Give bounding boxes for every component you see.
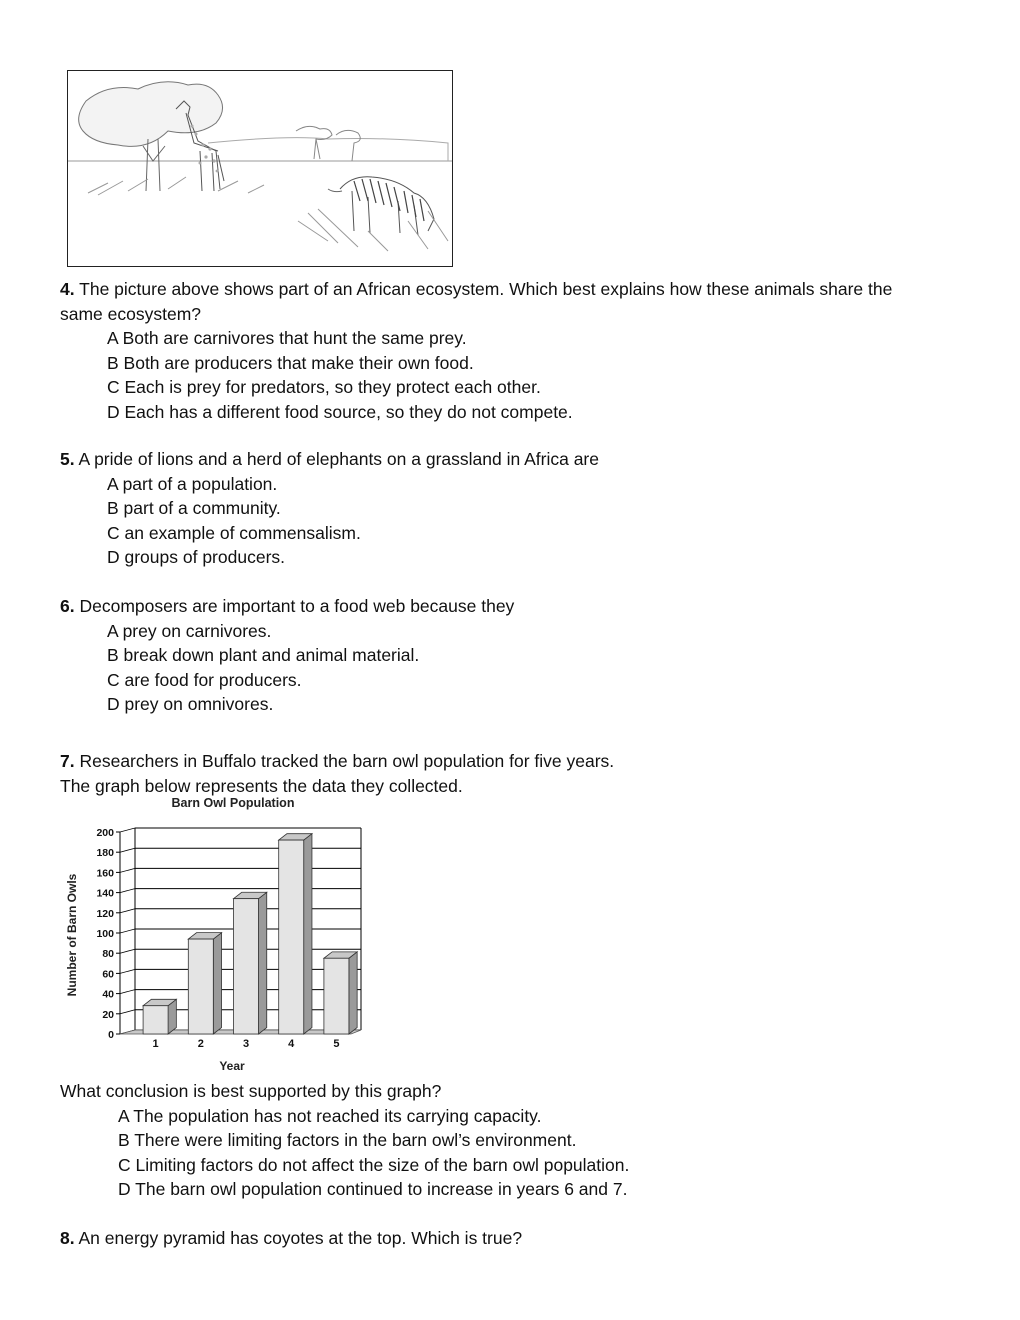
question-number: 4. xyxy=(60,279,75,299)
x-axis-label: Year xyxy=(219,1059,245,1073)
chart-bar-year-2 xyxy=(188,933,221,1034)
x-tick-label: 3 xyxy=(242,1038,250,1050)
question-stem-line2: same ecosystem? xyxy=(60,303,202,324)
answer-choice-c[interactable]: C are food for producers. xyxy=(107,669,302,690)
y-axis-ticks xyxy=(96,827,114,1041)
answer-choice-c[interactable]: C an example of commensalism. xyxy=(107,522,361,543)
question-7 xyxy=(60,749,614,798)
question-stem: An energy pyramid has coyotes at the top. Which is true? xyxy=(74,1228,523,1248)
answer-choices xyxy=(107,326,892,424)
answer-choice-a[interactable]: A Both are carnivores that hunt the same prey. xyxy=(107,328,467,348)
chart-bar-year-1 xyxy=(143,999,176,1034)
y-tick-label: 40 xyxy=(102,988,114,1001)
answer-choice-c[interactable]: C Each is prey for predators, so they protect each other. xyxy=(107,377,541,397)
answer-choice-b[interactable]: B Both are producers that make their own food. xyxy=(107,352,474,373)
question-stem: The picture above shows part of an African ecosystem. Which best explains how these animals share the xyxy=(74,279,893,299)
question-number: 8. xyxy=(60,1228,75,1248)
y-tick-label: 120 xyxy=(96,907,114,920)
x-axis-ticks xyxy=(153,1038,340,1050)
question-6 xyxy=(60,594,514,717)
y-tick-label: 180 xyxy=(96,847,114,860)
question-7-followup xyxy=(60,1079,629,1202)
chart-bar-year-5 xyxy=(324,952,357,1034)
answer-choice-c[interactable]: C Limiting factors do not affect the size of the barn owl population. xyxy=(118,1154,630,1175)
answer-choice-d[interactable]: D Each has a different food source, so they do not compete. xyxy=(107,401,573,422)
y-tick-label: 0 xyxy=(108,1029,114,1041)
question-4 xyxy=(60,277,892,424)
question-number: 7. xyxy=(60,751,75,771)
y-tick-label: 60 xyxy=(102,968,114,981)
chart-bar-year-3 xyxy=(234,892,267,1034)
y-tick-label: 160 xyxy=(96,867,114,880)
answer-choice-d[interactable]: D prey on omnivores. xyxy=(107,694,274,714)
question-stem-line2: The graph below represents the data they collected. xyxy=(60,775,463,796)
x-tick-label: 5 xyxy=(333,1038,340,1050)
barn-owl-chart xyxy=(60,795,380,1080)
savanna-figure xyxy=(67,70,453,267)
question-stem: Researchers in Buffalo tracked the barn owl population for five years. xyxy=(74,751,615,771)
question-number: 6. xyxy=(60,596,75,616)
y-tick-label: 140 xyxy=(96,887,114,900)
answer-choice-b[interactable]: B part of a community. xyxy=(107,498,281,518)
answer-choices xyxy=(107,619,514,717)
question-stem: A pride of lions and a herd of elephants on a grassland in Africa are xyxy=(74,449,599,469)
chart-bar-year-4 xyxy=(279,834,312,1034)
savanna-illustration-icon xyxy=(68,71,452,266)
answer-choice-b[interactable]: B break down plant and animal material. xyxy=(107,645,420,665)
chart-title: Barn Owl Population xyxy=(171,796,295,810)
question-number: 5. xyxy=(60,449,75,469)
x-tick-label: 1 xyxy=(152,1038,159,1050)
question-8 xyxy=(60,1226,522,1251)
question-stem: Decomposers are important to a food web because they xyxy=(74,596,515,616)
x-tick-label: 2 xyxy=(197,1038,204,1050)
answer-choice-a[interactable]: A The population has not reached its carrying capacity. xyxy=(118,1105,542,1126)
y-tick-label: 200 xyxy=(96,827,114,839)
bar-chart xyxy=(60,795,380,1080)
answer-choice-a[interactable]: A prey on carnivores. xyxy=(107,620,272,641)
question-followup: What conclusion is best supported by this graph? xyxy=(60,1081,442,1101)
answer-choices xyxy=(118,1104,629,1202)
chart-bars xyxy=(143,834,357,1034)
y-axis-label: Number of Barn Owls xyxy=(65,873,79,997)
question-5 xyxy=(60,447,599,570)
y-tick-label: 80 xyxy=(102,948,114,961)
x-tick-label: 4 xyxy=(288,1038,295,1050)
answer-choice-b[interactable]: B There were limiting factors in the barn owl’s environment. xyxy=(118,1130,577,1150)
y-tick-label: 100 xyxy=(96,928,114,940)
answer-choices xyxy=(107,472,599,570)
answer-choice-d[interactable]: D The barn owl population continued to increase in years 6 and 7. xyxy=(118,1179,628,1199)
answer-choice-d[interactable]: D groups of producers. xyxy=(107,547,286,567)
answer-choice-a[interactable]: A part of a population. xyxy=(107,473,278,494)
y-tick-label: 20 xyxy=(102,1008,114,1021)
